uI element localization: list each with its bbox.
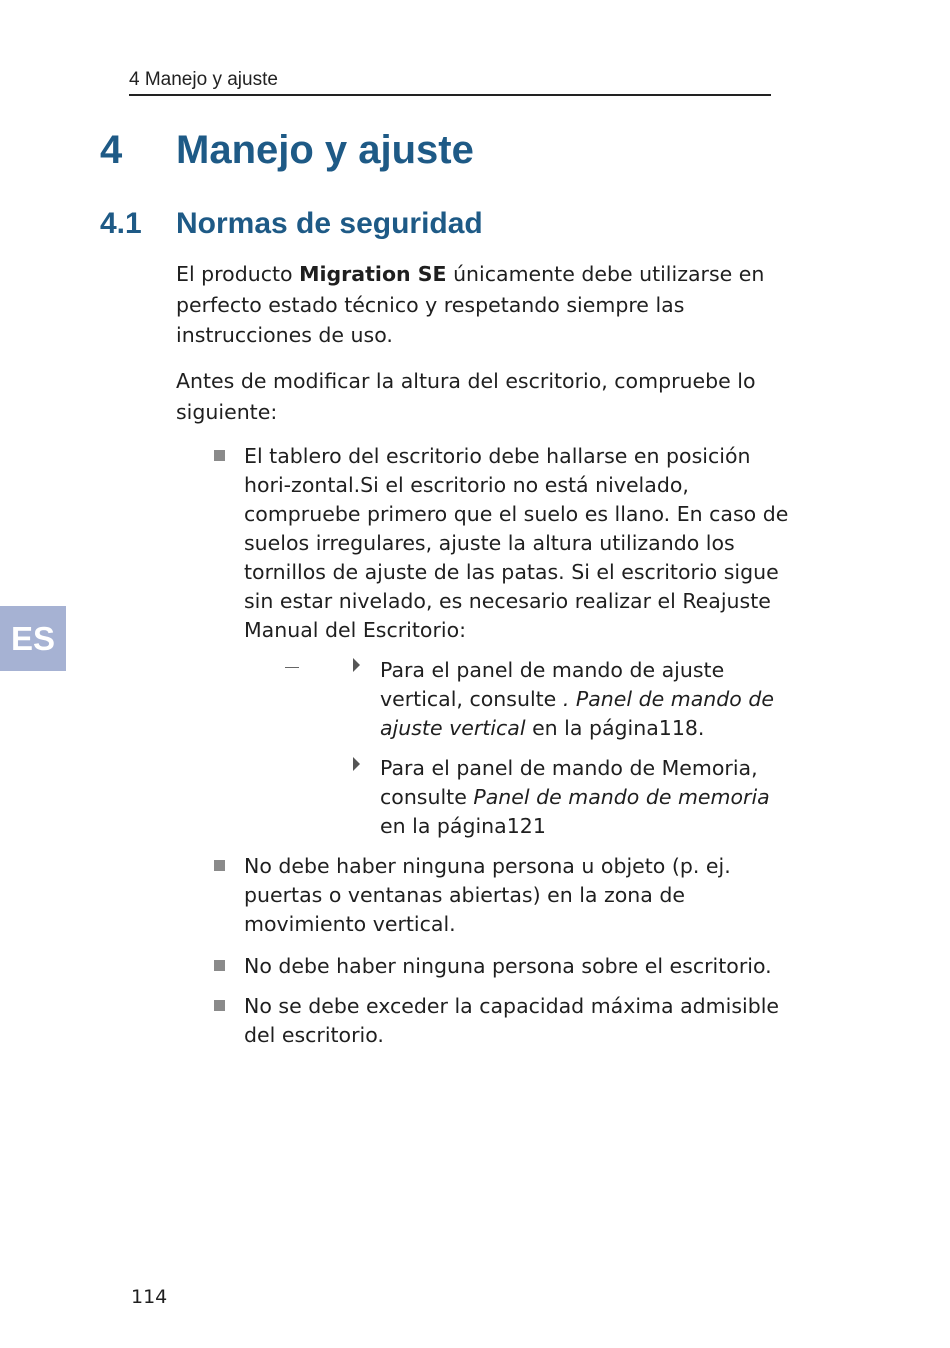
section-heading	[100, 204, 483, 244]
sub-item-text: Para el panel de mando de Memoria, consulte	[380, 756, 758, 809]
running-header: 4 Manejo y ajuste	[129, 69, 771, 96]
triangle-arrow-icon	[353, 757, 360, 771]
cross-reference-link[interactable]: . Panel de mando de ajuste vertical	[380, 687, 774, 740]
section-title: Normas de seguridad	[176, 207, 483, 240]
sub-item-page: en la página118.	[525, 716, 705, 740]
triangle-arrow-icon	[353, 658, 360, 672]
section-number: 4.1	[100, 207, 142, 240]
sub-item-text: Para el panel de mando de ajuste vertical, consulte	[380, 658, 725, 711]
square-bullet-icon	[214, 860, 225, 871]
dash-icon	[285, 667, 299, 668]
product-name: Migration SE	[299, 262, 447, 286]
intro-text-end: únicamente debe utilizarse en perfecto estado técnico y respetando siempre las instrucciones de uso.	[176, 262, 765, 347]
list-item: No se debe exceder la capacidad máxima admisible del escritorio.	[244, 994, 780, 1047]
square-bullet-icon	[214, 450, 225, 461]
sub-list-item	[380, 754, 790, 841]
list-item: No debe haber ninguna persona u objeto (p. ej. puertas o ventanas abiertas) en la zona de movimiento vertical.	[244, 854, 731, 936]
chapter-number: 4	[100, 128, 123, 172]
list-item: El tablero del escritorio debe hallarse en posición hori-zontal.Si el escritorio no está nivelado, compruebe primero que el suelo es llano. En caso de suelos irregulares, ajuste la altura utilizando los tornillos de ajuste de las patas. Si el escritorio sigue sin estar nivelado, es necesario realizar el Reajuste Manual del Escritorio:	[244, 444, 789, 642]
intro-paragraph	[176, 259, 801, 351]
chapter-heading	[100, 124, 474, 176]
sub-list-item	[380, 656, 790, 743]
language-tab: ES	[0, 606, 66, 671]
list-item: No debe haber ninguna persona sobre el escritorio.	[244, 954, 772, 978]
page-number: 114	[131, 1286, 168, 1308]
square-bullet-icon	[214, 960, 225, 971]
check-paragraph: Antes de modificar la altura del escritorio, compruebe lo siguiente:	[176, 369, 756, 424]
square-bullet-icon	[214, 1000, 225, 1011]
chapter-title: Manejo y ajuste	[176, 128, 474, 172]
intro-text-start: El producto	[176, 262, 300, 286]
sub-item-page: en la página121	[380, 814, 546, 838]
cross-reference-link[interactable]: Panel de mando de memoria	[473, 785, 770, 809]
